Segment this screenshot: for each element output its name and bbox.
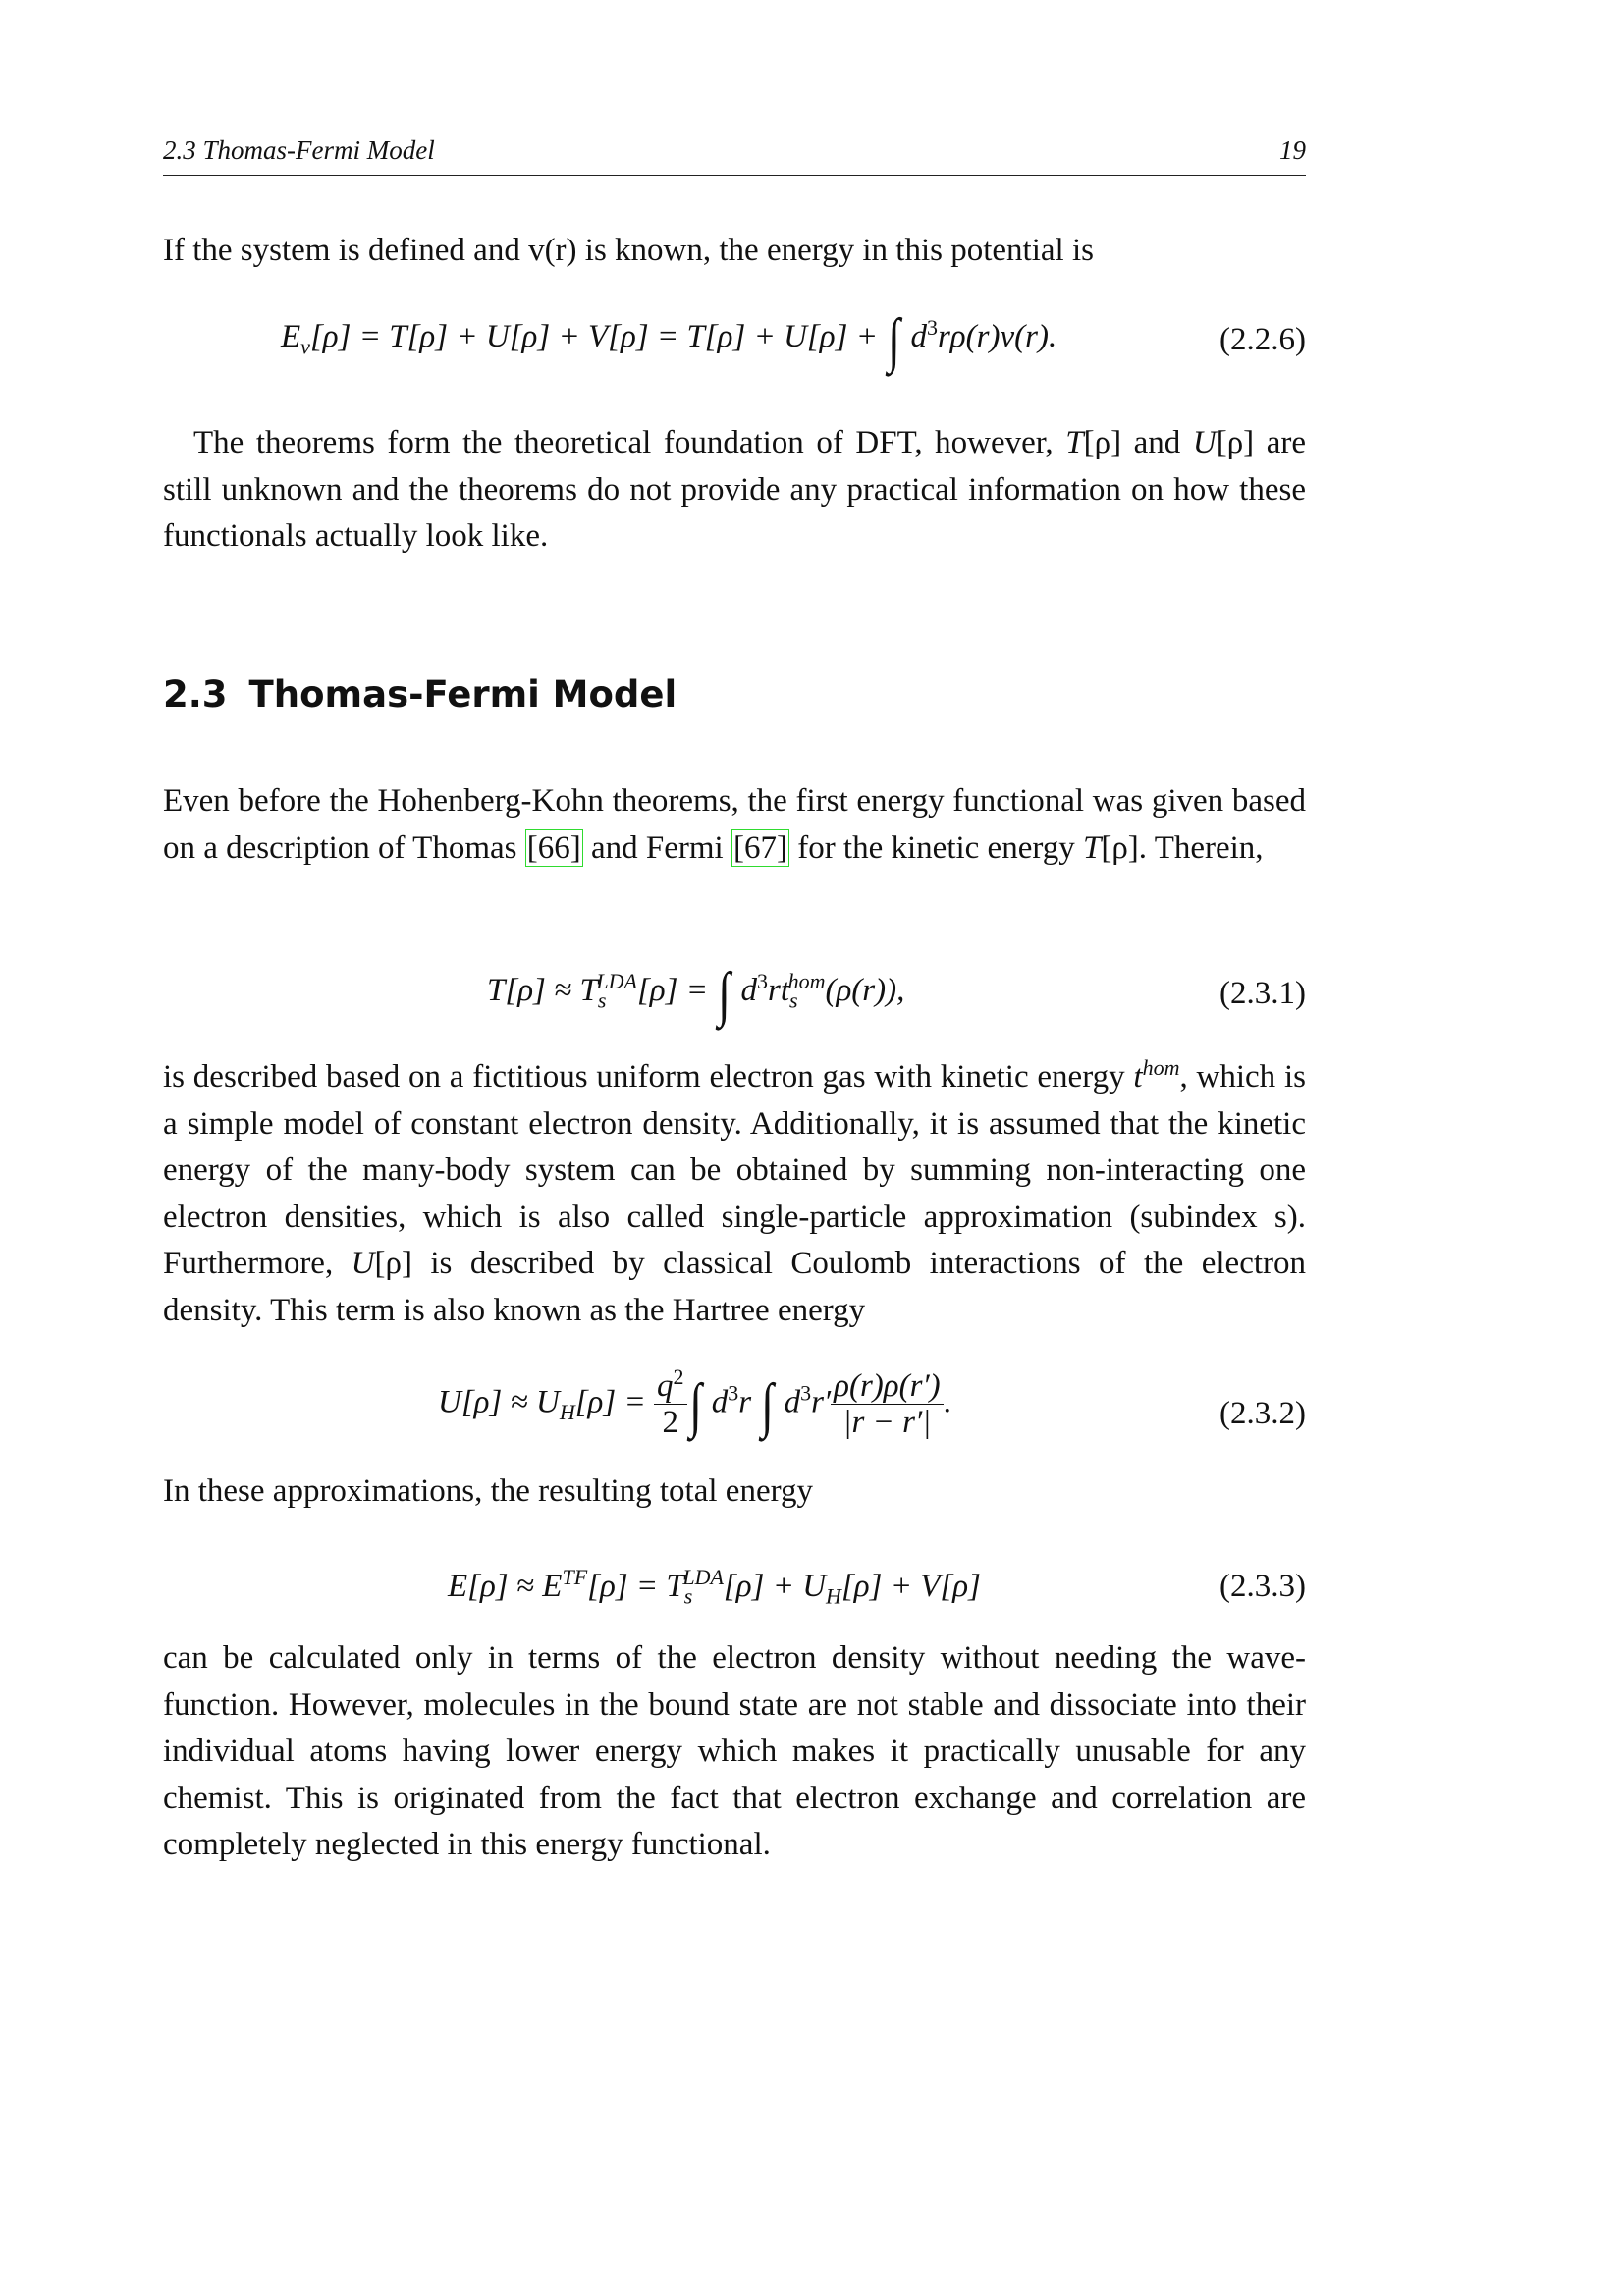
- section-number: 2.3: [163, 673, 228, 716]
- equation-number: (2.2.6): [1219, 322, 1306, 357]
- citation-link-67[interactable]: [67]: [732, 829, 787, 866]
- equation-number: (2.3.3): [1219, 1569, 1306, 1604]
- running-header: [163, 132, 1306, 176]
- equation-body: $T[\rho] \approx T_s^{LDA}[\rho]$ = ∫ $d^3rt_s^{hom}(\rho(r))$,: [487, 961, 905, 1028]
- section-title: Thomas-Fermi Model: [248, 673, 677, 716]
- section-heading: [163, 673, 677, 716]
- page-number: 19: [1279, 135, 1306, 165]
- running-title: 2.3 Thomas-Fermi Model: [163, 135, 435, 165]
- paragraph-uniform-gas: is described based on a fictitious uniform electron gas with kinetic energy $t^{hom}$, which is a simple model of constant electron density. Additionally, it is assumed that the kinetic energy of the many-body system can be obtained by summing non-interacting one electron densities, which is also called single-particle approximation (subindex s). Furthermore, U[ρ] is described by classical Coulomb interactions of the electron density. This term is also known as the Hartree energy: [163, 1055, 1307, 1328]
- paragraph-theorems: The theorems form the theoretical foundation of DFT, however, T[ρ] and U[ρ] are still unknown and the theorems do not provide any practical information on how these functionals actually look like.: [163, 425, 1307, 554]
- integral-sign: ∫: [718, 961, 731, 1028]
- equation-body: $U[\rho] \approx U_H[\rho]$ = $\frac{q^2}{2}$ ∫ $d^3r$ ∫ $d^3r'$ $\frac{\rho(r)\rho(r')}{|r - r'|}$ .: [438, 1364, 951, 1441]
- paragraph-approximations: In these approximations, the resulting total energy: [163, 1473, 813, 1509]
- paragraph-conclusion: can be calculated only in terms of the electron density without needing the wave-function. However, molecules in the bound state are not stable and dissociate into their individual atoms having lower energy which makes it practically unusable for any chemist. This is originated from the fact that electron exchange and correlation are completely neglected in this energy functional.: [163, 1640, 1306, 1862]
- integral-sign: ∫: [761, 1372, 775, 1440]
- equation-body: $E[\rho] \approx E^{TF}[\rho] = T_s^{LDA}[\rho] + U_H[\rho] + V[\rho]$: [448, 1565, 981, 1609]
- fraction-q-squared: $\frac{q^2}{2}$: [654, 1368, 687, 1441]
- paragraph-thomas-fermi: Even before the Hohenberg-Kohn theorems, the first energy functional was given based on a description of Thomas [66] and Fermi [67] for the kinetic energy T[ρ]. Therein,: [163, 783, 1306, 866]
- equation-number: (2.3.2): [1219, 1396, 1306, 1431]
- fraction-coulomb: $\frac{\rho(r)\rho(r')}{|r - r'|}$: [831, 1368, 944, 1441]
- integral-sign: ∫: [688, 1372, 702, 1440]
- integral-sign: ∫: [888, 307, 901, 374]
- equation-body: $E_v[\rho] = T[\rho] + U[\rho] + V[\rho] = T[\rho] + U[\rho]$ + ∫ $d^3r\rho(r)v(r)$.: [281, 307, 1057, 374]
- paragraph-intro: If the system is defined and v(r) is known, the energy in this potential is: [163, 233, 1094, 268]
- equation-number: (2.3.1): [1219, 976, 1306, 1011]
- citation-link-66[interactable]: [66]: [526, 829, 581, 866]
